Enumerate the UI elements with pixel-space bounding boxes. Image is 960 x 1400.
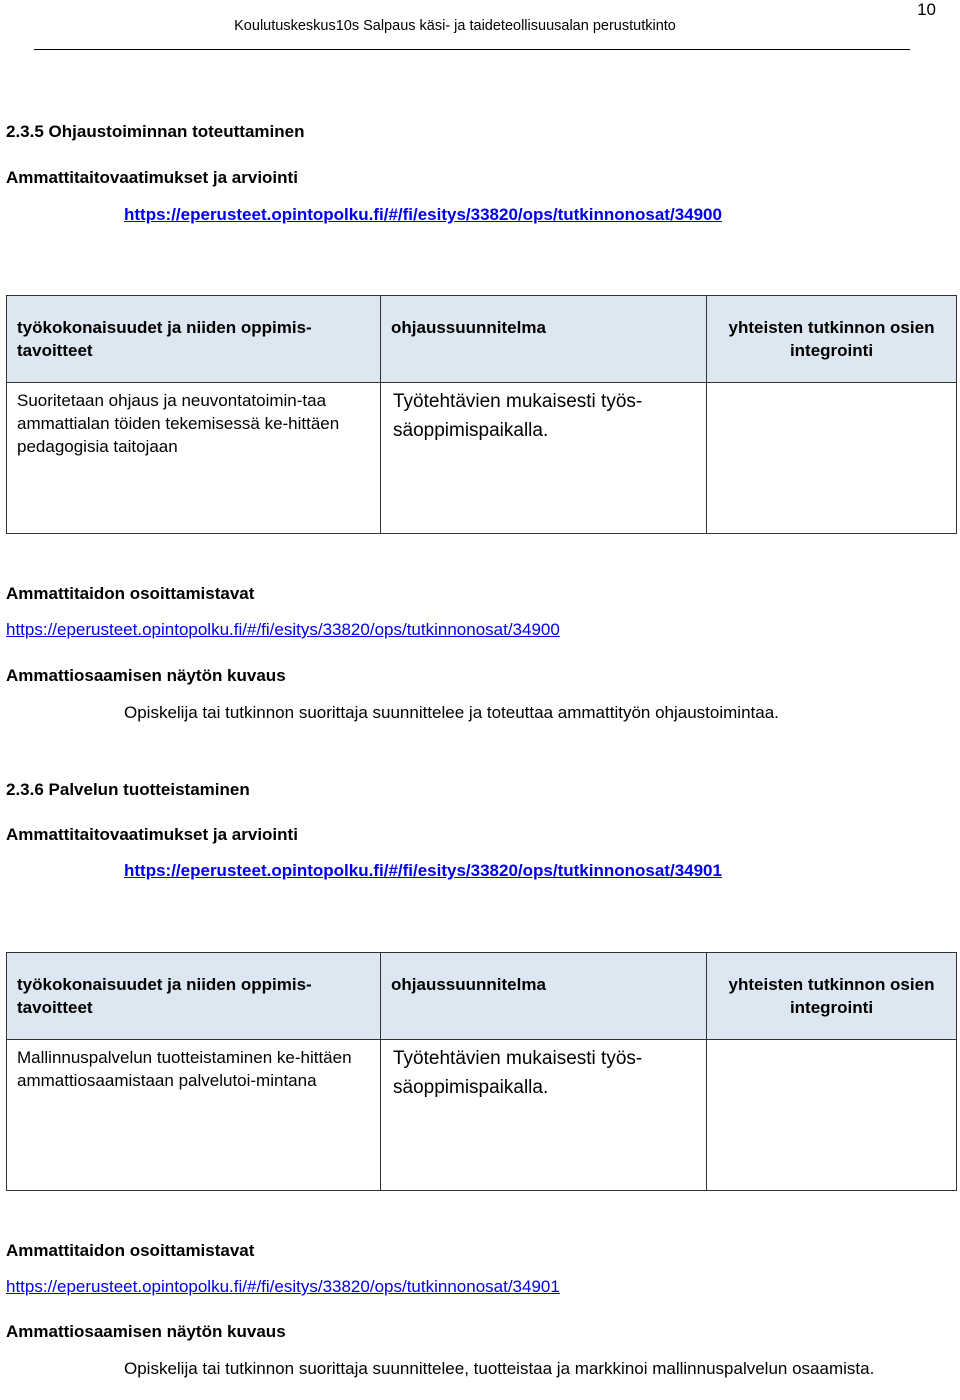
page-number: 10 [917, 0, 936, 19]
integration-text [707, 1040, 956, 1046]
demonstration-heading: Ammattitaidon osoittamistavat [6, 584, 255, 603]
header-divider [34, 49, 910, 50]
header-cell-plan [381, 296, 707, 383]
plan-text: Työtehtävien mukaisesti työs-säoppimispaikalla. [393, 391, 643, 441]
requirements-link[interactable]: https://eperusteet.opintopolku.fi/#/fi/esitys/33820/ops/tutkinnonosat/34901 [124, 861, 722, 880]
header-integration: yhteisten tutkinnon osien integrointi [728, 318, 935, 360]
requirements-heading: Ammattitaitovaatimukset ja arviointi [6, 168, 298, 187]
section-title: 2.3.6 Palvelun tuotteistaminen [6, 780, 250, 799]
header-cell-integration [707, 296, 957, 383]
study-plan-table [6, 952, 957, 1191]
integration-text [707, 383, 956, 389]
header-cell-integration [707, 953, 957, 1040]
table-row [7, 1040, 957, 1191]
description-heading: Ammattiosaamisen näytön kuvaus [6, 666, 286, 685]
header-guidance-plan: ohjaussuunnitelma [391, 318, 546, 337]
plan-text: Työtehtävien mukaisesti työs-säoppimispaikalla. [393, 1048, 643, 1098]
cell-integration [707, 383, 957, 534]
header-integration: yhteisten tutkinnon osien integrointi [728, 975, 935, 1017]
study-plan-table [6, 295, 957, 534]
table-header-row [7, 296, 957, 383]
section-title: 2.3.5 Ohjaustoiminnan toteuttaminen [6, 122, 305, 141]
demonstration-link[interactable]: https://eperusteet.opintopolku.fi/#/fi/esitys/33820/ops/tutkinnonosat/34901 [6, 1277, 560, 1296]
document-header: Koulutuskeskus10s Salpaus käsi- ja taideteollisuusalan perustutkinto [234, 18, 676, 34]
requirements-link[interactable]: https://eperusteet.opintopolku.fi/#/fi/esitys/33820/ops/tutkinnonosat/34900 [124, 205, 722, 224]
objectives-text: Mallinnuspalvelun tuotteistaminen ke-hittäen ammattiosaamistaan palvelutoi-mintana [17, 1048, 352, 1090]
header-objectives: työkokonaisuudet ja niiden oppimis-tavoitteet [17, 975, 312, 1017]
header-cell-plan [381, 953, 707, 1040]
header-cell-objectives [7, 296, 381, 383]
cell-objectives [7, 383, 381, 534]
description-text: Opiskelija tai tutkinnon suorittaja suunnittelee ja toteuttaa ammattityön ohjaustoimintaa. [124, 703, 779, 722]
objectives-text: Suoritetaan ohjaus ja neuvontatoimin-taa ammattialan töiden tekemisessä ke-hittäen pedagogisia taitojaan [17, 391, 340, 456]
description-heading: Ammattiosaamisen näytön kuvaus [6, 1322, 286, 1341]
table-header-row [7, 953, 957, 1040]
header-guidance-plan: ohjaussuunnitelma [391, 975, 546, 994]
cell-plan [381, 1040, 707, 1191]
requirements-heading: Ammattitaitovaatimukset ja arviointi [6, 825, 298, 844]
cell-integration [707, 1040, 957, 1191]
header-objectives: työkokonaisuudet ja niiden oppimis-tavoitteet [17, 318, 312, 360]
header-cell-objectives [7, 953, 381, 1040]
cell-plan [381, 383, 707, 534]
cell-objectives [7, 1040, 381, 1191]
demonstration-heading: Ammattitaidon osoittamistavat [6, 1241, 255, 1260]
table-row [7, 383, 957, 534]
demonstration-link[interactable]: https://eperusteet.opintopolku.fi/#/fi/esitys/33820/ops/tutkinnonosat/34900 [6, 620, 560, 639]
description-text: Opiskelija tai tutkinnon suorittaja suunnittelee, tuotteistaa ja markkinoi mallinnuspalvelun osaamista. [124, 1359, 875, 1378]
